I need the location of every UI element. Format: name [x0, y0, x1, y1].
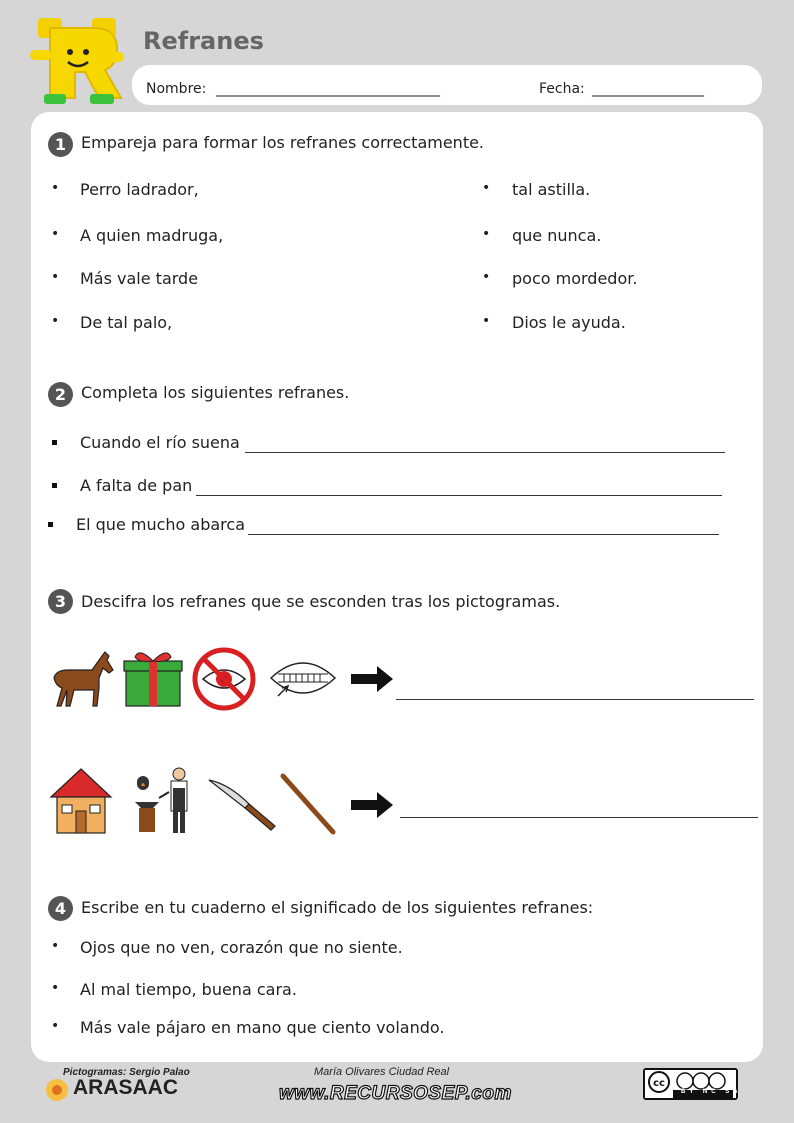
worksheet-card [31, 112, 763, 1062]
stick-icon [279, 772, 339, 838]
mouth-icon [268, 652, 338, 704]
fecha-field[interactable]: ________________ [592, 81, 704, 97]
fecha-label: Fecha: [539, 81, 585, 97]
section-4-number: 4 [48, 896, 73, 921]
complete-item: El que mucho abarca [76, 515, 245, 534]
arasaac-logo: ARASAAC [73, 1076, 178, 1099]
bullet-icon: • [482, 313, 491, 329]
answer-line[interactable] [245, 452, 725, 453]
complete-item: A falta de pan [80, 476, 193, 495]
logo-r-icon [30, 18, 125, 106]
nombre-label: Nombre: [146, 81, 207, 97]
square-bullet-icon [52, 440, 57, 445]
bullet-icon: • [51, 1018, 60, 1034]
arrow-right-icon [351, 792, 393, 818]
answer-line[interactable] [400, 817, 758, 818]
square-bullet-icon [52, 483, 57, 488]
name-date-bar [132, 65, 762, 105]
answer-line[interactable] [396, 699, 754, 700]
bullet-icon: • [51, 180, 60, 196]
bullet-icon: • [482, 226, 491, 242]
section-1-number: 1 [48, 132, 73, 157]
answer-line[interactable] [248, 534, 719, 535]
svg-text:cc: cc [653, 1078, 665, 1089]
answer-line[interactable] [196, 495, 722, 496]
bullet-icon: • [51, 269, 60, 285]
match-right-item[interactable]: poco mordedor. [512, 269, 638, 288]
website-link[interactable]: www.RECURSOSEP.com [279, 1083, 512, 1104]
knife-icon [207, 776, 277, 832]
proverb-item: Al mal tiempo, buena cara. [80, 980, 297, 999]
page-title: Refranes [143, 27, 264, 55]
match-left-item[interactable]: A quien madruga, [80, 226, 224, 245]
section-4-title: Escribe en tu cuaderno el significado de los siguientes refranes: [81, 898, 594, 917]
author-credit: María Olivares Ciudad Real [314, 1066, 450, 1078]
match-left-item[interactable]: Perro ladrador, [80, 180, 199, 199]
match-left-item[interactable]: De tal palo, [80, 313, 173, 332]
square-bullet-icon [48, 522, 53, 527]
no-see-icon [191, 646, 257, 712]
bullet-icon: • [51, 938, 60, 954]
blacksmith-icon [133, 766, 199, 836]
bullet-icon: • [51, 313, 60, 329]
section-3-number: 3 [48, 589, 73, 614]
proverb-item: Ojos que no ven, corazón que no siente. [80, 938, 403, 957]
complete-item: Cuando el río suena [80, 433, 240, 452]
nombre-field[interactable]: ________________________________ [216, 81, 440, 97]
section-2-number: 2 [48, 382, 73, 407]
bullet-icon: • [51, 980, 60, 996]
arasaac-logo-icon [44, 1077, 70, 1103]
match-right-item[interactable]: que nunca. [512, 226, 602, 245]
section-1-title: Empareja para formar los refranes correctamente. [81, 133, 485, 152]
bullet-icon: • [51, 226, 60, 242]
match-right-item[interactable]: tal astilla. [512, 180, 591, 199]
section-2-title: Completa los siguientes refranes. [81, 383, 350, 402]
match-right-item[interactable]: Dios le ayuda. [512, 313, 626, 332]
section-3-title: Descifra los refranes que se esconden tras los pictogramas. [81, 592, 561, 611]
pictogramas-credit: Pictogramas: Sergio Palao [63, 1067, 190, 1078]
arrow-right-icon [351, 666, 393, 692]
horse-icon [46, 650, 116, 710]
house-icon [49, 767, 113, 835]
bullet-icon: • [482, 180, 491, 196]
cc-license-label: BY NC SA [681, 1089, 742, 1095]
proverb-item: Más vale pájaro en mano que ciento volando. [80, 1018, 445, 1037]
match-left-item[interactable]: Más vale tarde [80, 269, 199, 288]
bullet-icon: • [482, 269, 491, 285]
cc-license-icon [643, 1068, 742, 1100]
gift-icon [123, 650, 183, 708]
